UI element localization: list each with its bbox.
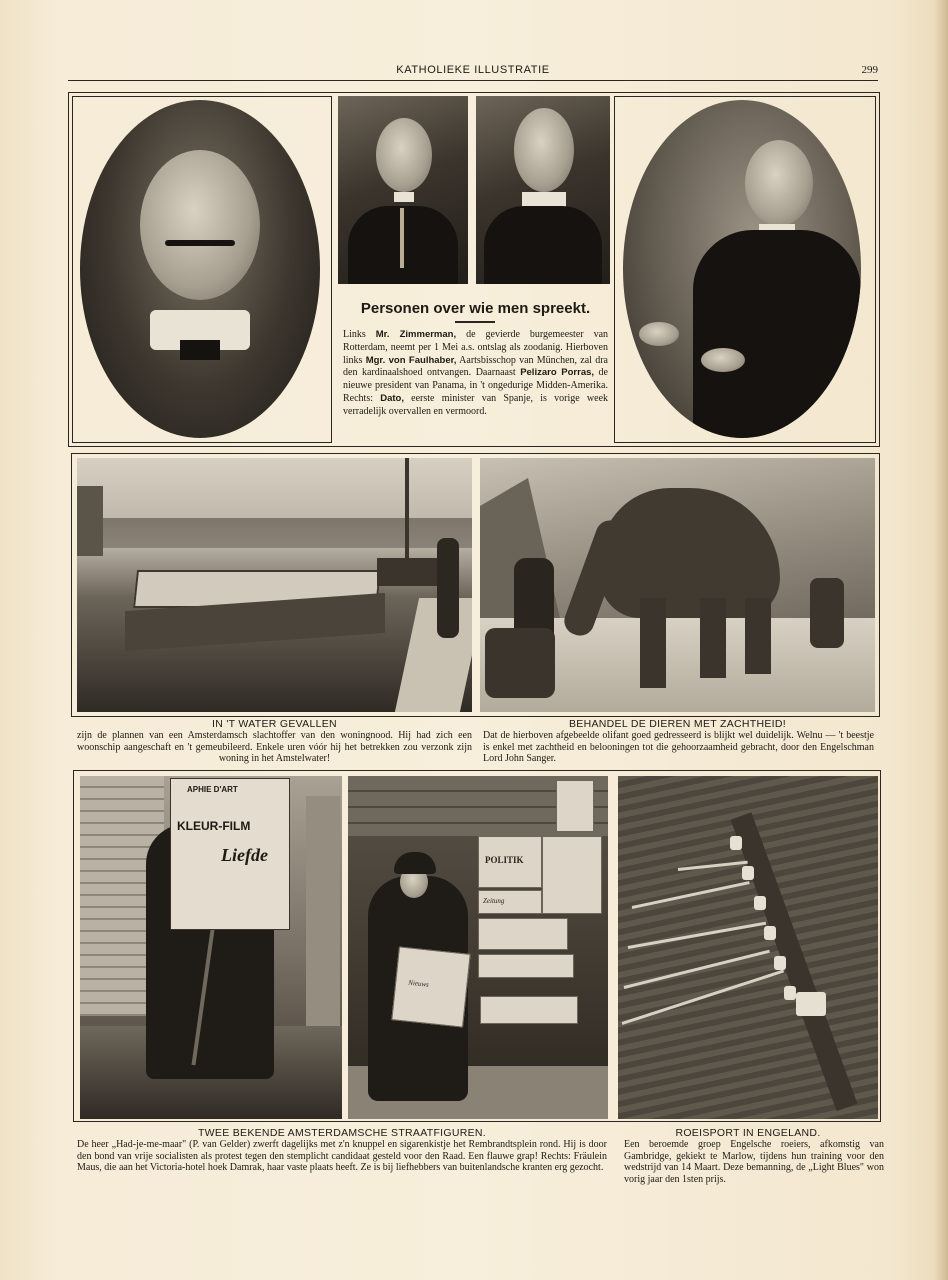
paper-edge-shadow (934, 0, 948, 1280)
kiosk-newspaper-zeitung (478, 890, 542, 914)
street-figures-caption-text: De heer „Had-je-me-maar" (P. van Gelder) zwerft dagelijks met z'n knuppel en sigarenkistje het Rembrandtsplein rond. Hij is door den bond van vrije socialisten als protest tegen den stemplicht candidaat gesteld voor den Raad. Een flauwe grap! Rechts: Fräulein Maus, die aan het Victoria-hotel hoek Damrak, haar vaste plaats heeft. Ze is bij liefhebbers van buitenlandsche kranten erg gezocht. (77, 1139, 607, 1173)
portrait-zimmerman (80, 100, 320, 438)
elephant-leg-3 (745, 598, 771, 674)
photo-sunken-houseboat (77, 458, 472, 712)
kiosk-newspaper-rack-2 (478, 918, 568, 950)
kiosk-newspaper-rack-4 (480, 996, 578, 1024)
heading-rule (455, 321, 495, 323)
page-header (68, 62, 878, 81)
held-paper-title: Nieuws (407, 978, 430, 989)
elephant-leg-2 (700, 598, 726, 678)
houseboat-caption-title: IN 'T WATER GEVALLEN (212, 718, 337, 730)
portrait-dato (623, 100, 861, 438)
kiosk-paper-politik: POLITIK (485, 855, 524, 865)
elephant-leg-1 (640, 598, 666, 688)
elephant-caption-title: BEHANDEL DE DIEREN MET ZACHTHEID! (568, 718, 786, 730)
publication-title: KATHOLIEKE ILLUSTRATIE (396, 64, 550, 76)
wheelchair-woman (485, 628, 555, 698)
portraits-caption: Links Mr. Zimmerman, de gevierde burgemeester van Rotterdam, neemt per 1 Mei a.s. ontslag als zoodanig. Hierboven links Mgr. von Faulhaber, Aartsbisschop van München, zal dra den kardinaalshoed ontvangen. Daarnaast Pelizaro Porras, de nieuwe president van Panama, in 't ongedurige Midden-Amerika. Rechts: Dato, eerste minister van Spanje, is vorige week verradelijk overvallen en vermoord. (343, 329, 609, 417)
houseboat-caption-text: zijn de plannen van een Amsterdamsch slachtoffer van den woningnood. Hij had zich een woonschip aangeschaft en 't gemeubileerd. Enkele uren vóór hij het betrekken zou verzonk zijn woning in het Amstelwater! (77, 730, 472, 764)
poster-line-3: Liefde (221, 845, 268, 865)
church-tower (77, 486, 103, 556)
bystander (437, 538, 459, 638)
photo-rowing (618, 776, 878, 1119)
rowing-caption-title: ROEISPORT IN ENGELAND. (675, 1127, 821, 1139)
street-figures-caption-title: TWEE BEKENDE AMSTERDAMSCHE STRAATFIGUREN. (197, 1127, 487, 1139)
kiosk-paper-zeitung: Zeitung (483, 897, 505, 905)
kiosk-newspaper-rack-1 (542, 836, 602, 914)
seller-hat (394, 852, 436, 874)
people-right (810, 578, 844, 648)
pectoral-cross-chain (400, 208, 404, 268)
kiosk-newspaper-rack-3 (478, 954, 574, 978)
elephant-caption-text: Dat de hierboven afgebeelde olifant goed gedresseerd is blijkt wel duidelijk. Welnu — 't beestje is enkel met zachtheid en belooningen tot die gehoorzaamheid gebracht, door den Engelschman Lord John Sanger. (483, 730, 874, 764)
skyline (77, 518, 472, 548)
section-heading: Personen over wie men spreekt. (360, 300, 591, 317)
film-poster (170, 778, 290, 930)
kiosk-newspaper-politik (478, 836, 542, 888)
poster-line-2: KLEUR-FILM (177, 819, 251, 833)
poster-line-1: APHIE D'ART (187, 785, 238, 794)
portrait-von-faulhaber (338, 96, 468, 284)
photo-elephant (480, 458, 875, 712)
rowing-boat (731, 812, 858, 1111)
rowing-caption-text: Een beroemde groep Engelsche roeiers, afkomstig van Gambridge, gekiekt te Marlow, tijdens hun training voor den wedstrijd van 14 Maart. Deze bemanning, de „Light Blues" won vorig jaar den 1sten prijs. (624, 1139, 884, 1185)
page-number: 299 (861, 64, 878, 76)
held-newspaper (391, 946, 470, 1027)
portrait-pelizaro-porras (476, 96, 610, 284)
quay (395, 598, 472, 712)
kiosk-newspaper-top (556, 780, 594, 832)
